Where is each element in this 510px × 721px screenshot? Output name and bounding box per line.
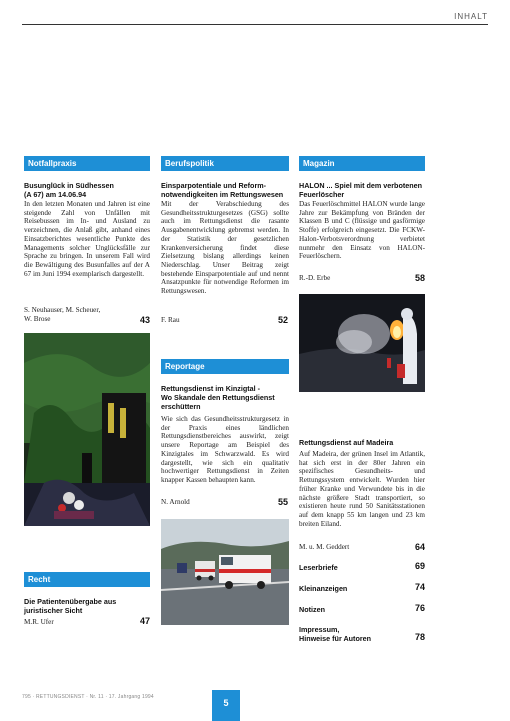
article-body: Das Feuerlöschmittel HALON wurde lange Jahre zur Bekämpfung von Bränden der Klassen B und C (flüssige und gasförmige Stoffe) erfolgreich eingesetzt. Die FCKW-Halon-Verbotsverordnung verbietet nunmehr den Einsatz von HALON-Feuerlöschern. <box>299 200 425 261</box>
section-bar-reportage <box>161 359 289 374</box>
section-bar-magazin <box>299 156 425 171</box>
author-line: W. Brose <box>24 314 51 323</box>
article-author: F. Rau <box>161 316 180 324</box>
page-number: 47 <box>139 616 150 626</box>
section-label: Berufspolitik <box>165 159 214 168</box>
article-author: R.-D. Erbe <box>299 274 331 282</box>
section-label: Magazin <box>303 159 335 168</box>
article-title-kinzigtal[interactable] <box>161 384 291 411</box>
section-label: Recht <box>28 575 51 584</box>
toc-item-impressum[interactable] <box>299 625 425 643</box>
page-number: 74 <box>414 582 425 592</box>
article-author <box>24 306 134 323</box>
section-bar-berufspolitik <box>161 156 289 171</box>
title-line: Einsparpotentiale und Reform- <box>161 181 267 190</box>
footer-text: 795 · RETTUNGSDIENST · Nr. 11 · 17. Jahrgang 1994 <box>22 694 154 700</box>
article-title-madeira[interactable]: Rettungsdienst auf Madeira <box>299 438 394 447</box>
header-rule <box>22 24 488 25</box>
title-line: erschüttern <box>161 402 201 411</box>
article-author: M.R. Ufer <box>24 618 54 626</box>
page-number: 43 <box>139 315 150 325</box>
title-line: juristischer Sicht <box>24 606 83 615</box>
title-line: Feuerlöscher <box>299 190 345 199</box>
page-number: 58 <box>414 273 425 283</box>
page-number: 78 <box>414 632 425 642</box>
toc-label: Impressum, <box>299 625 340 634</box>
article-title-busunglueck[interactable] <box>24 181 154 199</box>
page-number: 55 <box>277 497 288 507</box>
title-line: Wo Skandale den Rettungsdienst <box>161 393 275 402</box>
article-body: Auf Madeira, der grünen Insel im Atlantik, hat sich erst in der 80er Jahren ein spezifisches Gesundheits- und Rettungssystem entwickelt. Wurden hier früher Kranke und Verwundete bis in die nächste größere Stadt transportiert, so existieren heute rund 50 Sanitätsstationen auf dem knapp 55 km langen und 23 km breiten Eiland. <box>299 450 425 528</box>
article-body: Wie sich das Gesundheitsstrukturgesetz in der Praxis eines ländlichen Rettungsdienstbereiches auswirkt, zeigt unsere Reportage am Beispiel des Kinzigtales im Schwarzwald. Es wird dargestellt, wie sich ein qualitativ hochwertiger Rettungsdienst in Zeiten knapper Kassen behaupten kann. <box>161 415 289 484</box>
halon-image <box>299 294 425 392</box>
article-title-patientenuebergabe[interactable] <box>24 597 154 615</box>
ambulance-image <box>161 519 289 625</box>
page-number: 64 <box>414 542 425 552</box>
fire-extinguisher-photo <box>299 294 425 392</box>
title-line: Busunglück in Südhessen <box>24 181 114 190</box>
toc-item-notizen[interactable] <box>299 605 425 614</box>
bus-accident-image <box>24 333 150 526</box>
article-author: N. Arnold <box>161 498 190 506</box>
article-title-einsparpotentiale[interactable] <box>161 181 291 199</box>
title-line: Die Patientenübergabe aus <box>24 597 117 606</box>
ambulance-photo <box>161 519 289 625</box>
section-label: Notfallpraxis <box>28 159 77 168</box>
title-line: HALON ... Spiel mit dem verbotenen <box>299 181 423 190</box>
title-line: Rettungsdienst im Kinzigtal - <box>161 384 261 393</box>
article-title-halon[interactable] <box>299 181 429 199</box>
article-body: In den letzten Monaten und Jahren ist eine steigende Zahl von Unfällen mit Reisebussen im In- und Ausland zu verzeichnen, die Anlaß gibt, anhand eines Einsatzberichtes wesentliche Punkte des Managements solcher Unglücksfälle zur Sprache zu bringen. In unserem Fall wird die Bewältigung des Busunfalles auf der A 67 im Juni 1994 exemplarisch dargestellt. <box>24 200 150 278</box>
toc-label: Leserbriefe <box>299 563 338 572</box>
author-line: S. Neuhauser, M. Scheuer, <box>24 306 101 314</box>
article-body: Mit der Verabschiedung des Gesundheitsstrukturgesetzes (GSG) sollte auch im Rettungsdienst die rasante Ausgabenentwicklung gebremst werden. In der Statistik der gesetzlichen Krankenversicherung findet diese Zielsetzung bislang allerdings keinen Niederschlag. Unser Beitrag zeigt bestehende Einsparpotentiale auf und nennt Ansatzpunkte für notwendige Reformen im Rettungswesen. <box>161 200 289 296</box>
toc-item-leserbriefe[interactable] <box>299 563 425 572</box>
toc-label: Hinweise für Autoren <box>299 634 372 643</box>
toc-label: Notizen <box>299 605 325 614</box>
page-number: 76 <box>414 603 425 613</box>
bus-accident-photo <box>24 333 150 526</box>
section-bar-notfallpraxis <box>24 156 150 171</box>
title-line: notwendigkeiten im Rettungswesen <box>161 190 284 199</box>
toc-label: Kleinanzeigen <box>299 584 348 593</box>
title-line: (A 67) am 14.06.94 <box>24 190 87 199</box>
page-number: 52 <box>277 315 288 325</box>
article-author: M. u. M. Geddert <box>299 543 350 551</box>
section-label: Reportage <box>165 362 205 371</box>
header-label: INHALT <box>454 12 488 21</box>
section-bar-recht <box>24 572 150 587</box>
page-number: 69 <box>414 561 425 571</box>
toc-item-kleinanzeigen[interactable] <box>299 584 425 593</box>
page-number-tab: 5 <box>212 690 240 721</box>
